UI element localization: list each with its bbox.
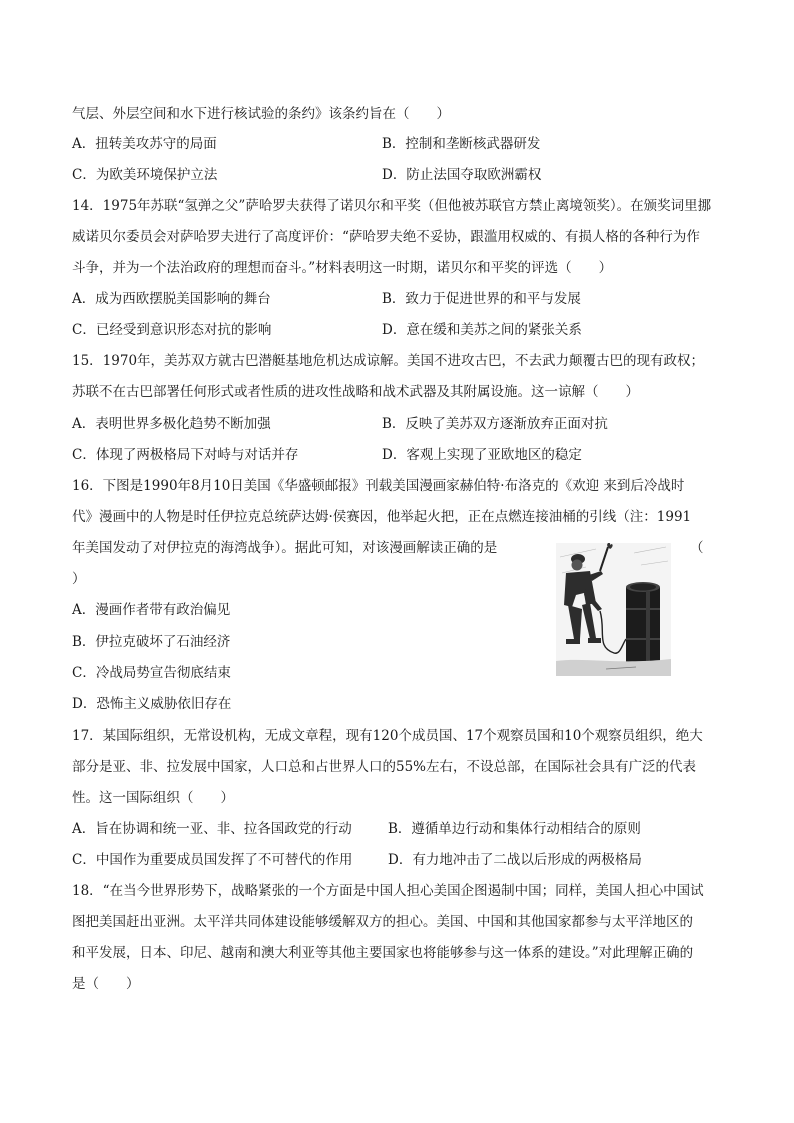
q17-option-d: D．有力地冲击了二战以后形成的两极格局	[388, 852, 642, 868]
q14-option-d: D．意在缓和美苏之间的紧张关系	[382, 322, 582, 338]
q17-line-2: 部分是亚、非、拉发展中国家，人口总和占世界人口的55%左右，不设总部，在国际社会具有广泛的代表	[72, 759, 697, 775]
q18-line-4: 是（ ）	[72, 976, 140, 992]
q17-option-b: B．遵循单边行动和集体行动相结合的原则	[388, 821, 641, 837]
q16-line-1: 16．下图是1990年8月10日美国《华盛顿邮报》刊载美国漫画家赫伯特·布洛克的《欢迎 来到后冷战时	[72, 478, 685, 494]
q17-option-c: C．中国作为重要成员国发挥了不可替代的作用	[72, 852, 353, 868]
political-cartoon	[556, 543, 671, 676]
q16-option-a: A．漫画作者带有政治偏见	[72, 602, 231, 618]
q16-line-2: 代》漫画中的人物是时任伊拉克总统萨达姆·侯赛因，他举起火把，正在点燃连接油桶的引线（注：1991	[72, 509, 692, 525]
q16-option-b: B．伊拉克破坏了石油经济	[72, 634, 231, 650]
q14-line-3: 斗争，并为一个法治政府的理想而奋斗。”材料表明这一时期，诺贝尔和平奖的评选（ ）	[72, 260, 613, 276]
q16-option-c: C．冷战局势宣告彻底结束	[72, 665, 231, 681]
q15-line-1: 15．1970年，美苏双方就古巴潜艇基地危机达成谅解。美国不进攻古巴，不去武力颠覆古巴的现有政权；	[72, 353, 705, 369]
q15-line-2: 苏联不在古巴部署任何形式或者性质的进攻性战略和战术武器及其附属设施。这一谅解（ ）	[72, 384, 639, 400]
q16-option-d: D．恐怖主义威胁依旧存在	[72, 696, 232, 712]
q18-line-1: 18．“在当今世界形势下，战略紧张的一个方面是中国人担心美国企图遏制中国；同样，美国人担心中国试	[72, 883, 704, 899]
q15-option-b: B．反映了美苏双方逐渐放弃正面对抗	[382, 416, 608, 432]
q15-option-c: C．体现了两极格局下对峙与对话并存	[72, 447, 299, 463]
q14-option-b: B．致力于促进世界的和平与发展	[382, 291, 581, 307]
q15-option-d: D．客观上实现了亚欧地区的稳定	[382, 447, 582, 463]
q14-line-1: 14．1975年苏联“氢弹之父”萨哈罗夫获得了诺贝尔和平奖（但他被苏联官方禁止离境领奖）。在颁奖词里挪	[72, 198, 712, 214]
q13-option-a: A．扭转美攻苏守的局面	[72, 136, 217, 152]
q18-line-3: 和平发展，日本、印尼、越南和澳大利亚等其他主要国家也将能够参与这一体系的建设。”对此理解正确的	[72, 945, 694, 961]
q16-paren-open: （	[690, 540, 704, 556]
q14-line-2: 威诺贝尔委员会对萨哈罗夫进行了高度评价：“萨哈罗夫绝不妥协，跟滥用权威的、有损人格的各种行为作	[72, 229, 700, 245]
q15-option-a: A．表明世界多极化趋势不断加强	[72, 416, 271, 432]
q13-option-b: B．控制和垄断核武器研发	[382, 136, 541, 152]
q18-line-2: 图把美国赶出亚洲。太平洋共同体建设能够缓解双方的担心。美国、中国和其他国家都参与太平洋地区的	[72, 914, 693, 930]
q13-option-c: C．为欧美环境保护立法	[72, 167, 218, 183]
q17-option-a: A．旨在协调和统一亚、非、拉各国政党的行动	[72, 821, 352, 837]
q16-line-3: 年美国发动了对伊拉克的海湾战争）。据此可知，对该漫画解读正确的是	[72, 540, 498, 556]
q17-line-1: 17．某国际组织，无常设机构，无成文章程，现有120个成员国、17个观察员国和10个观察员组织，绝大	[72, 728, 703, 744]
oil-barrel-icon	[626, 582, 660, 663]
q13-stem-tail: 气层、外层空间和水下进行核试验的条约》该条约旨在（ ）	[72, 106, 450, 122]
q14-option-a: A．成为西欧摆脱美国影响的舞台	[72, 291, 271, 307]
q17-line-3: 性。这一国际组织（ ）	[72, 790, 234, 806]
q16-paren-close: ）	[72, 571, 86, 587]
q13-option-d: D．防止法国夺取欧洲霸权	[382, 167, 542, 183]
q14-option-c: C．已经受到意识形态对抗的影响	[72, 322, 272, 338]
cartoon-ground	[556, 659, 671, 676]
